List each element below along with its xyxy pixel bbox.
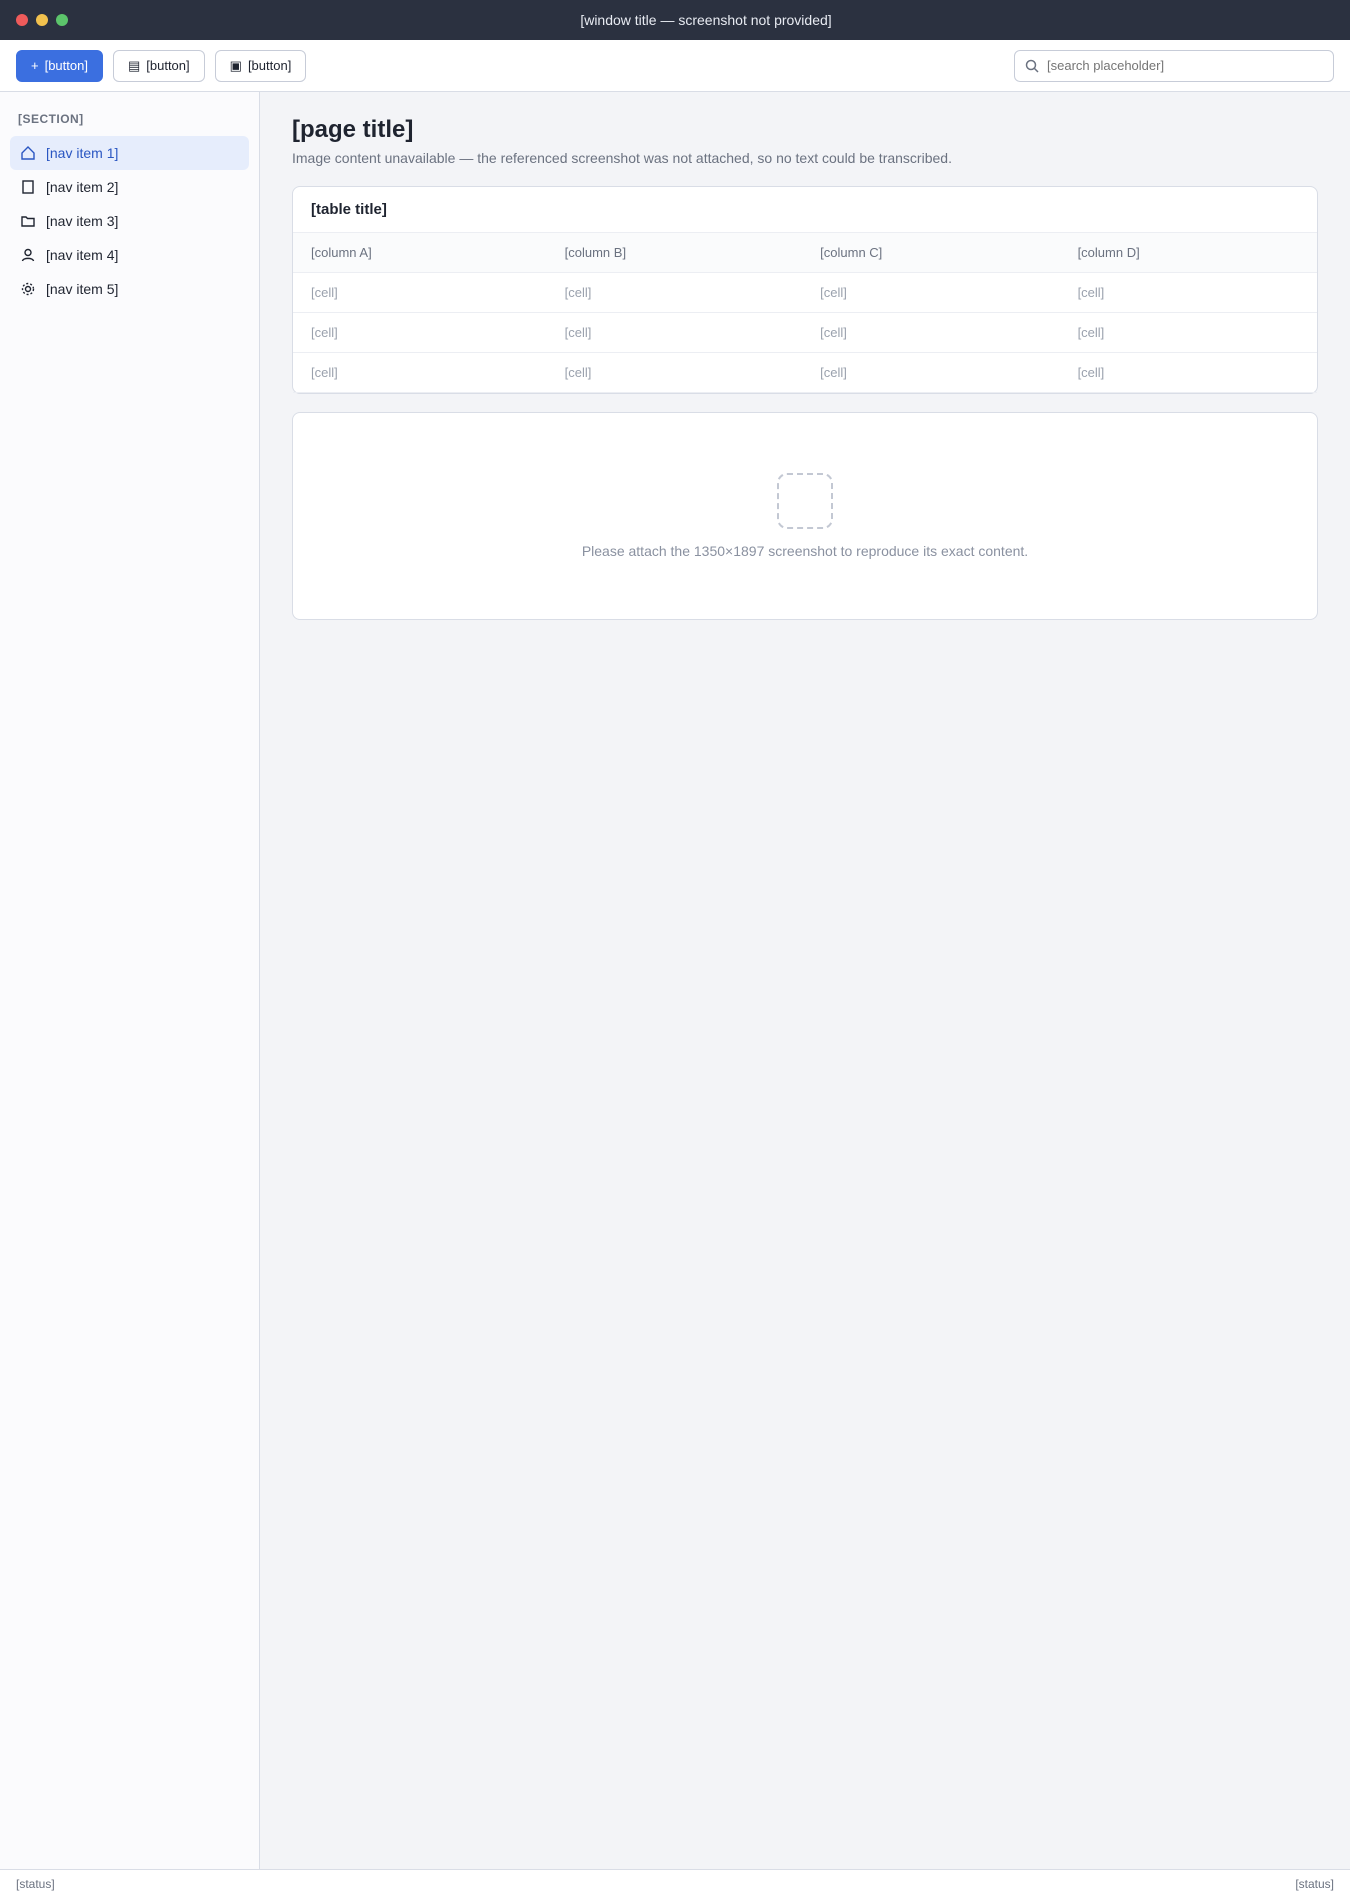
sidebar-item-label: [nav item 2] — [46, 179, 119, 195]
empty-state — [293, 413, 1317, 619]
new-button[interactable] — [16, 50, 103, 82]
table-row[interactable] — [293, 353, 1317, 393]
table-cell: [cell] — [293, 273, 547, 313]
table-cell: [cell] — [1060, 353, 1317, 393]
sidebar-item-label: [nav item 3] — [46, 213, 119, 229]
save-icon: ▣ — [229, 57, 242, 73]
sidebar-item-3[interactable] — [10, 204, 249, 238]
sidebar-item-4[interactable] — [10, 238, 249, 272]
table-row[interactable] — [293, 273, 1317, 313]
sidebar-item-label: [nav item 5] — [46, 281, 119, 297]
sidebar-item-label: [nav item 4] — [46, 247, 119, 263]
window-controls — [16, 14, 68, 26]
column-header[interactable]: [column B] — [547, 233, 803, 273]
table-cell: [cell] — [802, 273, 1059, 313]
toolbar — [0, 40, 1350, 92]
status-bar — [0, 1869, 1350, 1897]
search-icon — [1025, 59, 1039, 73]
data-table-card — [292, 186, 1318, 394]
table-row[interactable] — [293, 313, 1317, 353]
main-content — [260, 92, 1350, 1869]
table-cell: [cell] — [802, 313, 1059, 353]
status-right: [status] — [1295, 1876, 1334, 1891]
save-button-label: [button] — [247, 58, 292, 73]
table-cell: [cell] — [547, 273, 803, 313]
open-button-label: [button] — [146, 58, 190, 73]
search-input[interactable] — [1047, 58, 1323, 73]
maximize-window-button[interactable] — [56, 14, 68, 26]
column-header[interactable]: [column C] — [802, 233, 1059, 273]
user-icon — [20, 247, 36, 263]
empty-state-message: Please attach the 1350×1897 screenshot to reproduce its exact content. — [581, 543, 1029, 559]
sidebar-section-title: [SECTION] — [18, 112, 84, 126]
sidebar-item-1[interactable] — [10, 136, 249, 170]
sidebar-item-label: [nav item 1] — [46, 145, 119, 161]
sidebar-item-5[interactable] — [10, 272, 249, 306]
document-icon — [20, 179, 36, 195]
data-table — [293, 233, 1317, 393]
table-cell: [cell] — [547, 313, 803, 353]
minimize-window-button[interactable] — [36, 14, 48, 26]
table-cell: [cell] — [1060, 273, 1317, 313]
page-subtitle: Image content unavailable — the referenced screenshot was not attached, so no text could be transcribed. — [292, 150, 952, 166]
close-window-button[interactable] — [16, 14, 28, 26]
table-cell: [cell] — [1060, 313, 1317, 353]
column-header[interactable]: [column A] — [293, 233, 547, 273]
open-button[interactable] — [113, 50, 205, 82]
plus-icon: + — [31, 58, 39, 73]
search-box[interactable] — [1014, 50, 1334, 82]
notice-card — [292, 412, 1318, 620]
sidebar — [0, 92, 260, 1869]
folder-icon: ▤ — [127, 57, 141, 73]
table-cell: [cell] — [547, 353, 803, 393]
table-title: [table title] — [293, 187, 1317, 233]
window-titlebar — [0, 0, 1350, 40]
table-cell: [cell] — [802, 353, 1059, 393]
save-button[interactable] — [215, 50, 307, 82]
sidebar-item-2[interactable] — [10, 170, 249, 204]
image-placeholder-icon — [777, 473, 833, 529]
new-button-label: [button] — [44, 58, 88, 73]
folder-icon — [20, 213, 36, 229]
window-title: [window title — screenshot not provided] — [580, 12, 832, 28]
home-icon — [20, 145, 36, 161]
gear-icon — [20, 281, 36, 297]
app-layout — [0, 92, 1350, 1869]
status-left: [status] — [16, 1876, 55, 1891]
column-header[interactable]: [column D] — [1060, 233, 1317, 273]
table-header-row — [293, 233, 1317, 273]
page-title: [page title] — [292, 116, 414, 143]
table-cell: [cell] — [293, 313, 547, 353]
table-cell: [cell] — [293, 353, 547, 393]
